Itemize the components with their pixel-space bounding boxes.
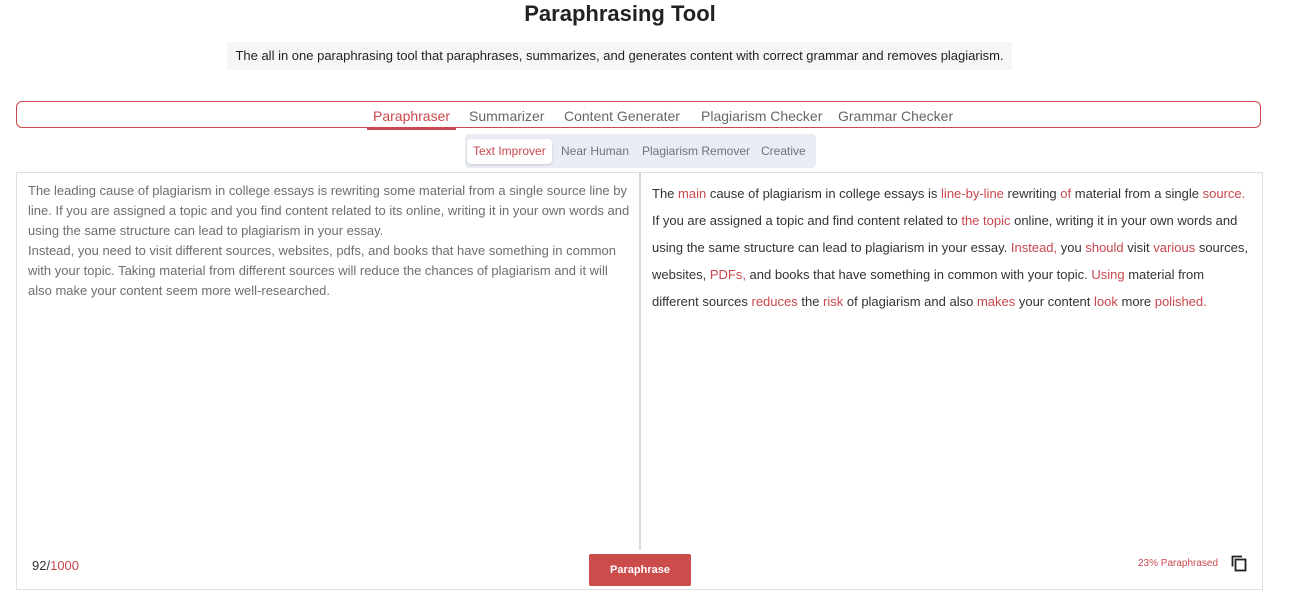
output-text: [652, 180, 1252, 315]
output-segment: cause of plagiarism in college essays is: [706, 186, 942, 201]
changed-word: polished.: [1154, 294, 1207, 309]
output-segment: more: [1117, 294, 1155, 309]
output-segment: material from a single: [1071, 186, 1203, 201]
copy-icon[interactable]: [1230, 554, 1248, 572]
paraphrased-percentage: 23% Paraphrased: [1138, 558, 1219, 569]
changed-word: makes: [976, 294, 1016, 309]
changed-word: PDFs,: [709, 267, 746, 282]
input-paragraph: The leading cause of plagiarism in college essays is rewriting some material from a single source line by line. If you are assigned a topic and you find content related to its online, writing it in your own words and using the same structure can lead to plagiarism in your essay.: [28, 183, 630, 238]
changed-word: look: [1094, 294, 1118, 309]
changed-word: Instead,: [1010, 240, 1058, 255]
output-segment: The: [652, 186, 679, 201]
word-counter: [32, 558, 79, 573]
panel-divider: [639, 172, 641, 550]
output-segment: the: [797, 294, 824, 309]
changed-word: main: [678, 186, 707, 201]
word-limit: 1000: [50, 558, 80, 573]
word-count-separator: /: [46, 558, 51, 573]
tab-paraphraser[interactable]: Paraphraser: [367, 104, 456, 130]
output-segment: visit: [1123, 240, 1154, 255]
input-paragraph: Instead, you need to visit different sources, websites, pdfs, and books that have something in common with your topic. Taking material from different sources will reduce the chances of plagiarism and it will also make your content seem more well-researched.: [28, 243, 616, 298]
changed-word: source.: [1202, 186, 1246, 201]
paraphrase-button[interactable]: Paraphrase: [589, 554, 691, 586]
output-segment: If you are assigned a topic and find content related to: [652, 213, 962, 228]
tab-content-generater[interactable]: Content Generater: [564, 108, 680, 124]
output-segment: rewriting: [1003, 186, 1061, 201]
changed-word: reduces: [751, 294, 798, 309]
changed-word: the topic: [961, 213, 1011, 228]
output-segment: your content: [1015, 294, 1095, 309]
changed-word: various: [1153, 240, 1196, 255]
mode-creative[interactable]: Creative: [761, 144, 806, 158]
word-count: 92: [32, 558, 47, 573]
output-segment: online, writing it in your own words and using the same structure can lead to plagiarism in your essay.: [652, 213, 1238, 255]
tab-grammar-checker[interactable]: Grammar Checker: [838, 108, 954, 124]
output-segment: material from different sources: [652, 267, 1205, 309]
tab-plagiarism-checker[interactable]: Plagiarism Checker: [701, 108, 823, 124]
changed-word: of: [1060, 186, 1072, 201]
changed-word: should: [1085, 240, 1124, 255]
page-title: Paraphrasing Tool: [524, 1, 716, 26]
mode-text-improver[interactable]: Text Improver: [467, 139, 552, 164]
tab-summarizer[interactable]: Summarizer: [469, 108, 545, 124]
changed-word: Using: [1091, 267, 1125, 282]
input-textarea[interactable]: [28, 181, 630, 301]
changed-word: line-by-line: [941, 186, 1004, 201]
output-segment: sources, websites,: [652, 240, 1248, 282]
page-subtitle: The all in one paraphrasing tool that paraphrases, summarizes, and generates content with correct grammar and removes plagiarism.: [227, 42, 1012, 70]
mode-near-human[interactable]: Near Human: [561, 144, 630, 158]
mode-plagiarism-remover[interactable]: Plagiarism Remover: [642, 144, 751, 158]
output-segment: you: [1057, 240, 1086, 255]
output-segment: of plagiarism and also: [843, 294, 977, 309]
changed-word: risk: [823, 294, 844, 309]
output-segment: and books that have something in common with your topic.: [745, 267, 1092, 282]
